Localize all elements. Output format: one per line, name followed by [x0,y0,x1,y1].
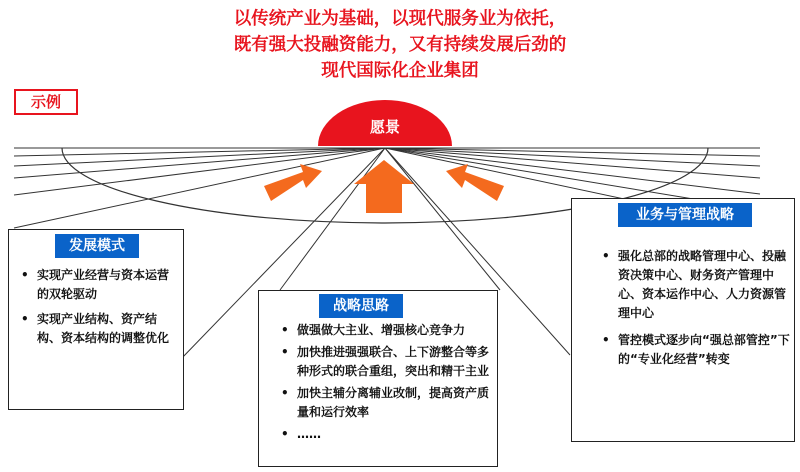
right-up-arrow [446,164,504,201]
list-item: • 管控模式逐步向“强总部管控”下的“专业化经营”转变 [602,333,790,366]
vision-label: 愿景 [369,118,401,136]
center-up-arrow [354,160,414,213]
list-item: • …… [297,425,491,444]
vision-line-2: 既有强大投融资能力，又有持续发展后劲的 [233,35,567,55]
list-item: • 加快推进强强联合、上下游整合等多种形式的联合重组，突出和精干主业 [281,345,490,378]
list-item: • 实现产业结构、资产结构、资本结构的调整优化 [21,312,170,345]
business-box [571,198,795,442]
bullet-icon: • [281,323,289,337]
arrows [264,160,504,213]
ray-line [280,148,385,290]
example-tag: 示例 [14,89,78,115]
bullet-icon: • [281,345,289,359]
strategy-header: 战略思路 [319,294,403,318]
list-item: • 加快主辅分离辅业改制，提高资产质量和运行效率 [281,386,490,419]
bullet-icon: • [21,268,29,282]
business-list [602,247,794,375]
strategy-list [281,321,491,444]
strategy-box [258,290,498,467]
vision-line-3: 现代国际化企业集团 [321,61,479,81]
list-item: • 做强做大主业、增强核心竞争力 [297,321,491,340]
bullet-icon: • [602,249,610,263]
list-item: • 实现产业经营与资本运营的双轮驱动 [21,268,170,301]
bullet-icon: • [281,386,289,400]
dev-model-box [8,229,184,410]
dev-model-header: 发展模式 [55,234,139,258]
list-item: • 强化总部的战略管理中心、投融资决策中心、财务资产管理中心、资本运作中心、人力资源管理中心 [602,249,787,320]
business-header: 业务与管理战略 [618,203,752,227]
dev-model-list [21,266,177,354]
bullet-icon: • [281,427,289,441]
bullet-icon: • [21,312,29,326]
bullet-icon: • [602,333,610,347]
left-up-arrow [264,164,322,201]
vision-line-1: 以传统产业为基础，以现代服务业为依托， [233,9,567,29]
